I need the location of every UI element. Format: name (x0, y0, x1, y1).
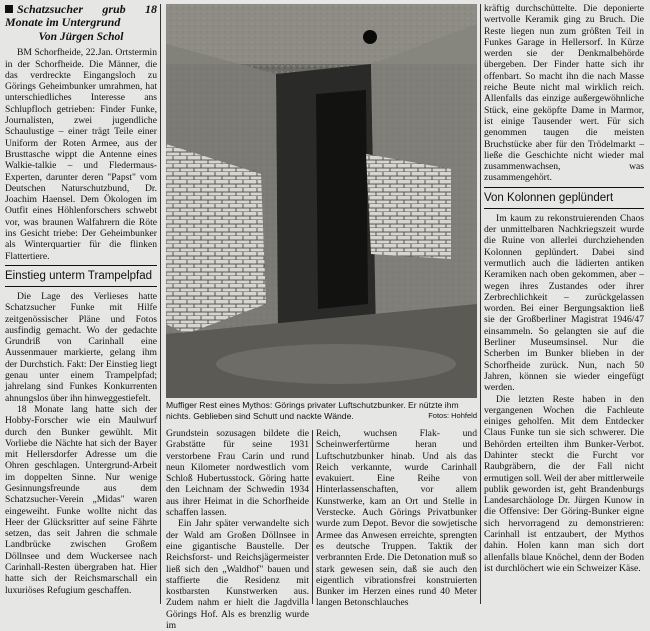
subheading-trampelpfad: Einstieg unterm Trampelpfad (5, 265, 157, 287)
kicker (5, 3, 157, 29)
paragraph-chaos: Im kaum zu rekonstruierenden Chaos der unmittelbaren Nachkriegszeit wurde die Ruine von allerlei durchziehenden Kolonnen geplündert. Dabei sind vermutlich auch die lädierten antiken Keramiken nach oben gekommen, aber – wegen ihres Zustandes oder ihrer Zerbrechlichkeit – zurückgelassen worden. Bei einer Bergungsaktion ließ sie der Großberliner Magistrat 1946/47 einsammeln. So gelangten sie auf die Berliner Museumsinsel. Nur die Scherben im Bunker blieben in der Schorfheide zurück. Nun, nach 50 Jahren, können sie wieder eingefügt werden. (484, 212, 644, 394)
paragraph-reich: Reich, wuchsen Flak- und Scheinwerfertürme heran und Luftschutzbunker hinab. Und als das Reich verkannte, wurde Carinhall evakuiert. Eine Reihe von Hinterlassenschaften, vor allem Kunstwerke, kam an Ort und Stelle in Verstecke. Auch Görings Privatbunker wurde zum Depot. Bevor die sowjetische Armee das Anwesen erreichte, sprengten es deutsche Truppen. Taktik der verbrannten Erde. Die Detonation muß so stark gewesen sein, daß sie auch den eigentlich vibrationsfrei konstruierten Bunker im Herzen eines rund 40 Meter langen Betonschlauches (316, 428, 477, 609)
paragraph-18-monate: 18 Monate lang hatte sich der Hobby-Forscher wie ein Maulwurf durch den Bunker gewühlt. Mit Vorliebe die Nächte hat sich der Bayer mit Hellersdorfer Adresse um die Ohren geschlagen. Untergrund-Arbeit im doppelten Sinne. Nur wenige Gesinnungsfreunde aus dem Schatzsucher-Verein „Midas" waren eingeweiht. Funke wollte nicht das Heer der Glücksritter auf seine Fährte setzen, das seit Jahren die schmale Landbrücke zwischen Großem Döllnsee und dem Wuckersee nach Carinhall-Resten übergraben hat. Hier hatte sich der Reichsmarschall ein luxuriöses Refugium geschaffen. (5, 403, 157, 596)
byline: Von Jürgen Schol (38, 31, 124, 43)
article-column-4 (316, 428, 477, 609)
square-bullet-icon (5, 5, 13, 13)
column-divider (160, 4, 161, 604)
article-column-3 (166, 428, 309, 631)
caption-text: Muffiger Rest eines Mythos: Görings privater Luftschutzbunker. Er nützte ihm nichts. Geblieben sind Schutt und nackte Wände. (166, 400, 459, 421)
paragraph-letzte-reste: Die letzten Reste haben in den vergangenen Wochen die Fachleute einiges geholfen. Mit dem Entdecker Claus Funke tun sie sich schwerer. Die Behörden erteilten ihm Bunker-Verbot. Dahinter steckt die Furcht vor Raubgräbern, die der Fall nicht ermutigen soll. Weil der aber mittlerweile publik geworden ist, geht Brandenburgs Landesarchäologe Dr. Jürgen Kunow in die Offensive: Der Göring-Bunker eigne sich hervorragend zu demonstrieren: Carinhall ist entzaubert, der Mythos dahin. Holen kann man sich dort allenfalls blaue Knöchel, denn der Boden ist durchlöchert wie ein Schweizer Käse. (484, 393, 644, 574)
column-divider (480, 4, 481, 604)
article-column-5 (484, 3, 644, 605)
column-divider (312, 430, 313, 604)
photo-credit: Fotos: Hohfeld (428, 410, 477, 420)
paragraph-kraeftig: kräftig durchschüttelte. Die deponierte wertvolle Keramik ging zu Bruch. Die Reste liegen nun zum größten Teil in Funkes Garage in Hellersorf. In Kürze werden sie der Denkmalbehörde übergeben. Der Finder hatte sich ihr offenbart. So macht ihn die nach Masse reiche Beute nicht mal wirklich reich. Allenfalls das einzige außergewöhnliche Stück, eine geköpfte Dame in Marmor, ist einige Tausender wert. Für sich genommen taugen die meisten Bruchstücke aber für den Trödelmarkt – ließe die Geschichte nicht wieder mal zusammenwachsen, was zusammengehört. (484, 3, 644, 184)
paragraph-ein-jahr: Ein Jahr später verwandelte sich der Wald am Großen Döllnsee in eine gigantische Baustelle. Der Reichsforst- und Reichsjägermeister ließ sich den „Waldhof" bauen und staffierte die Residenz mit kostbarsten Kunstwerken aus. Zudem nahm er hielt die Jagdvilla Görings Hof. Als es brenzlig wurde im (166, 518, 309, 631)
paragraph-grundstein: Grundstein sozusagen bildete die Grabstätte für seine 1931 verstorbene Frau Carin und rund neun Kilometer nordwestlich vom Schloß Hubertusstock. Göring hatte den Leichnam der Schwedin 1934 aus ihrer Heimat in die Schorfheide schaffen lassen. (166, 428, 309, 519)
subheading-kolonnen: Von Kolonnen geplündert (484, 187, 644, 209)
photo-caption (166, 400, 477, 421)
article-column-1 (5, 3, 157, 605)
intro-paragraph: BM Schorfheide, 22.Jan. Ortstermin in der Schorfheide. Die Männer, die das verdreckte Eingangsloch zu Görings Geheimbunker umrahmen, hat unterschiedliches Interesse ans Schlupfloch getrieben: Finder Funke, Journalisten, zwei jugendliche Schaulustige – einer trägt Teile einer Uniform der Roten Armee, aus der Brusttasche wippt die Antenne eines Walkie-talkie – und Fledermaus-Experten, darunter deren "Papst" vom Deutschen Naturschutzbund, Dr. Joachim Haensel. Dem Ökologen im Outfit eines Höhlenforschers schwebt vor, was braunen Walfahrern die Röte ins Gesicht triebe: Der Geheimbunker als Winterquartier für die flinken Flattertiere. (5, 47, 157, 262)
paragraph-lage: Die Lage des Verlieses hatte Schatzsucher Funke mit Hilfe zeitgenössischer Pläne und Fotos ausfindig gemacht. Wo der gedachte Grundriß von Carinhall eine Aussenmauer markierte, gelang ihm der Durchstich. Fakt: Der Einstieg liegt genau unter einem Trampelpfad; jahrelang sind Funkes Konkurrenten ahnungslos über ihn hinweggestiefelt. (5, 290, 157, 404)
bunker-interior-image (166, 4, 477, 398)
bunker-photo (166, 4, 477, 398)
kicker-text: Schatzsucher grub 18 Monate im Untergrund (5, 2, 157, 29)
